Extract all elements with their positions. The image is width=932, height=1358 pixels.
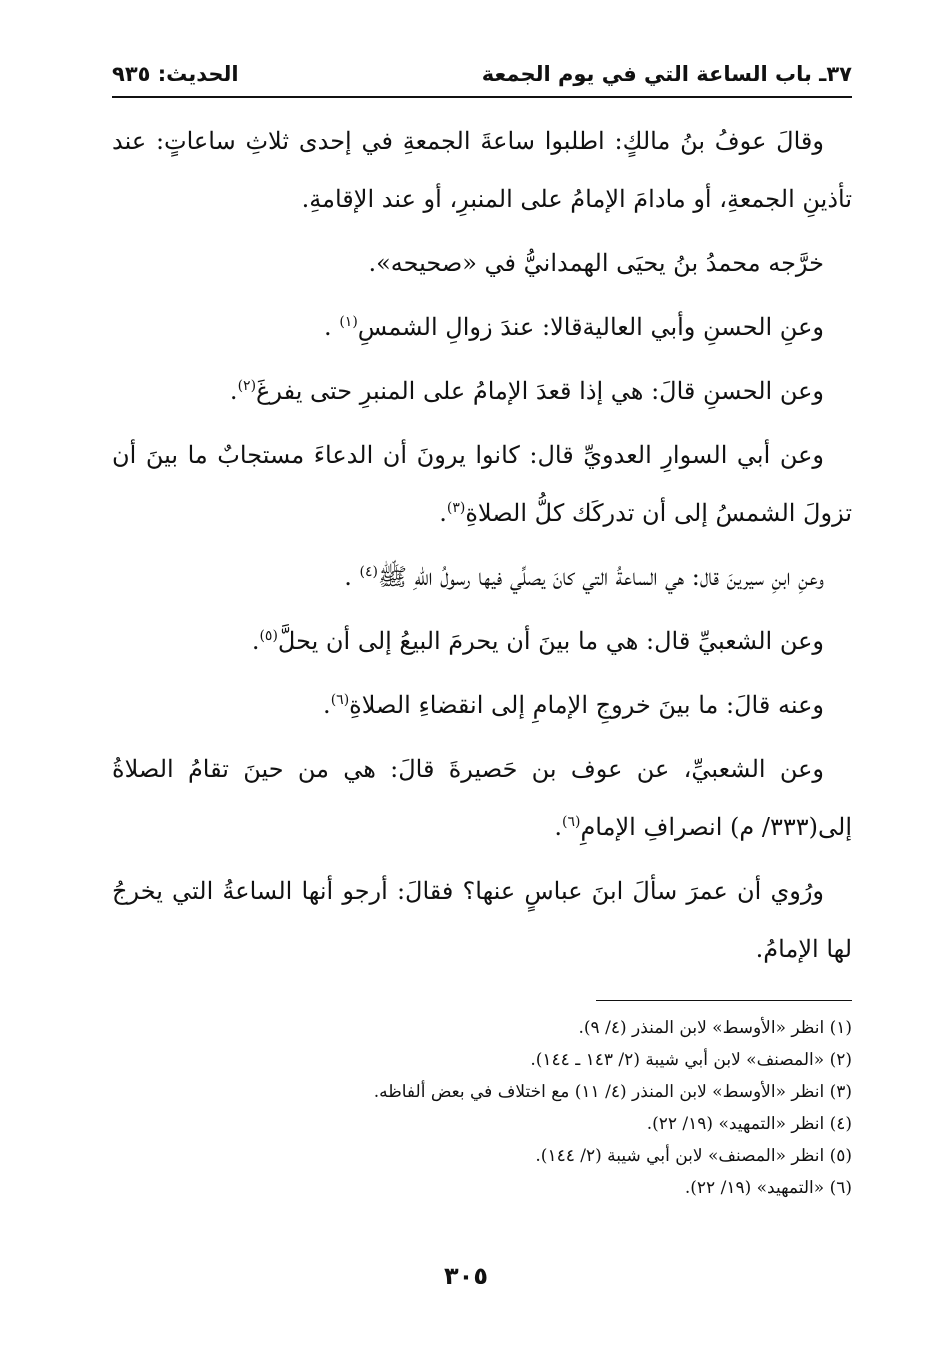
paragraph: وعن أبي السوارِ العدويِّ قال: كانوا يرونَ أن الدعاءَ مستجابٌ ما بينَ أن تزولَ الشمسُ إلى أن تدركَك كلُّ الصلاةِ$^{(٣)}$. — [112, 441, 852, 527]
paragraph: وعن الحسنِ قالَ: هي إذا قعدَ الإمامُ على المنبرِ حتى يفرغَ$^{(٢)}$. — [229, 377, 824, 405]
paragraph: خرَّجه محمدُ بنُ يحيَى الهمدانيُّ في «صحيحه». — [368, 249, 824, 277]
paragraph: وعنه قالَ: ما بينَ خروجِ الإمامِ إلى انقضاءِ الصلاةِ$^{(٦)}$. — [323, 691, 824, 719]
paragraph: وقالَ عوفُ بنُ مالكٍ: اطلبوا ساعةَ الجمعةِ في إحدى ثلاثِ ساعاتٍ: عند تأذينِ الجمعةِ، أو مادامَ الإمامُ على المنبرِ، أو عند الإقامةِ. — [112, 127, 852, 213]
paragraph: وعنِ الحسنِ وأبي العاليةقالا: عندَ زوالِ الشمسِ$^{(١)}$ . — [324, 313, 824, 341]
footnote-ref: (٤) — [359, 564, 378, 580]
footnote-ref: (٦) — [330, 692, 350, 708]
footnote: (٤) انظر «التمهيد» (١٩/ ٢٢). — [646, 1114, 852, 1134]
paragraph: وعن الشعبيِّ، عن عوف بن حَصيرةَ قالَ: هي من حينَ تقامُ الصلاةُ إلى(٣٣٣/ م) انصرافِ الإمامِ$^{(٦)}$. — [112, 755, 852, 841]
footnote: (٢) «المصنف» لابن أبي شيبة (٢/ ١٤٣ ـ ١٤٤). — [530, 1050, 852, 1070]
footnote-ref: (١) — [339, 314, 358, 330]
paragraph: وعن الشعبيِّ قال: هي ما بينَ أن يحرمَ البيعُ إلى أن يحلَّ$^{(٥)}$. — [251, 627, 824, 655]
main-text — [112, 112, 852, 984]
paragraph: وعنِ ابنِ سيرينَ قال: هي الساعةُ التي كانَ يصلِّي فيها رسولُ اللهِ ﷺ$^{(٤)}$ . — [344, 563, 824, 591]
footnotes — [112, 1012, 852, 1204]
page-number: ٣٠٥ — [444, 1262, 488, 1290]
footnote: (٥) انظر «المصنف» لابن أبي شيبة (٢/ ١٤٤). — [535, 1146, 852, 1166]
footnote-ref: (٣) — [446, 500, 466, 516]
footnote-ref: (٥) — [259, 628, 278, 644]
footnote: (٣) انظر «الأوسط» لابن المنذر (٤/ ١١) مع اختلاف في بعض ألفاظه. — [373, 1082, 852, 1102]
footnote-ref: (٦) — [561, 814, 581, 830]
footnote: (١) انظر «الأوسط» لابن المنذر (٤/ ٩). — [578, 1018, 852, 1038]
paragraph: ورُوي أن عمرَ سألَ ابنَ عباسٍ عنها؟ فقالَ: أرجو أنها الساعةُ التي يخرجُ لها الإمامُ. — [112, 877, 852, 963]
hadith-number: الحديث: ٩٣٥ — [112, 62, 239, 86]
footnote-divider — [596, 1000, 852, 1001]
running-header — [112, 52, 852, 98]
footnote-ref: (٢) — [237, 378, 257, 394]
chapter-title: ٣٧ـ باب الساعة التي في يوم الجمعة — [481, 62, 852, 86]
footnote: (٦) «التمهيد» (١٩/ ٢٢). — [684, 1178, 852, 1198]
